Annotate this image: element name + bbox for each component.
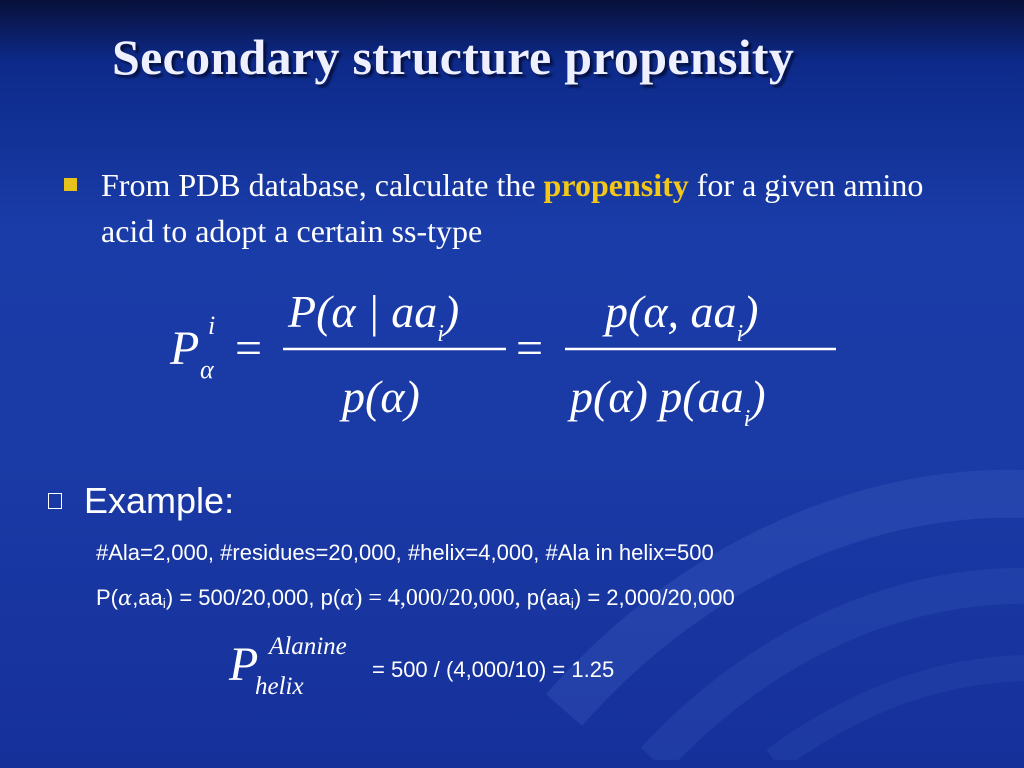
bullet-text-part1: From PDB database, calculate the xyxy=(101,167,544,203)
formula-lhs-subscript: α xyxy=(200,355,214,384)
line2-part-e: p(aa xyxy=(520,585,571,610)
example-line-2 xyxy=(96,585,735,612)
formula-lhs-superscript: i xyxy=(208,311,216,340)
alanine-helix-formula xyxy=(225,628,375,703)
final-symbol: P xyxy=(229,638,259,691)
bullet-text-part2: for a given amino acid to adopt a certain ss-type xyxy=(101,167,924,249)
fraction-2-denominator: p(α) $p(aa_i)$ xyxy=(570,371,766,432)
fraction-1-denominator: p(α) xyxy=(342,371,420,422)
line2-part-c: ) = 500/20,000, p( xyxy=(165,585,341,610)
square-bullet-icon xyxy=(64,178,77,191)
fraction-1-numerator: P(α | $aa_i$) xyxy=(288,286,460,347)
slide-title: Secondary structure propensity xyxy=(112,29,795,85)
formula-equals-1: = xyxy=(235,322,263,375)
propensity-formula xyxy=(150,272,870,442)
line2-part-f: ) = 2,000/20,000 xyxy=(573,585,735,610)
example-label: Example: xyxy=(84,480,235,521)
line2-part-b: ,aa xyxy=(132,585,163,610)
line2-alpha-1: α xyxy=(118,586,133,610)
fraction-2-numerator: p(α, $aa_i$) xyxy=(605,286,759,347)
example-line-1: #Ala=2,000, #residues=20,000, #helix=4,000, #Ala in helix=500 xyxy=(96,540,714,565)
formula-lhs-symbol: P xyxy=(170,322,200,375)
hollow-box-bullet-icon xyxy=(48,493,62,509)
line2-part-d: ) = 4,000/20,000, xyxy=(354,585,521,611)
final-superscript: Alanine xyxy=(269,633,347,660)
line2-alpha-2: α xyxy=(340,586,355,610)
line2-part-a: P( xyxy=(96,585,118,610)
example-result: = 500 / (4,000/10) = 1.25 xyxy=(372,657,615,682)
example-heading xyxy=(48,480,234,522)
final-subscript: helix xyxy=(255,673,304,700)
formula-equals-2: = xyxy=(516,322,544,375)
bullet-item xyxy=(64,162,944,254)
bullet-text xyxy=(101,162,944,254)
line2-sub-2: i xyxy=(570,595,574,611)
highlight-propensity: propensity xyxy=(543,167,689,203)
line2-sub-1: i xyxy=(162,595,166,611)
